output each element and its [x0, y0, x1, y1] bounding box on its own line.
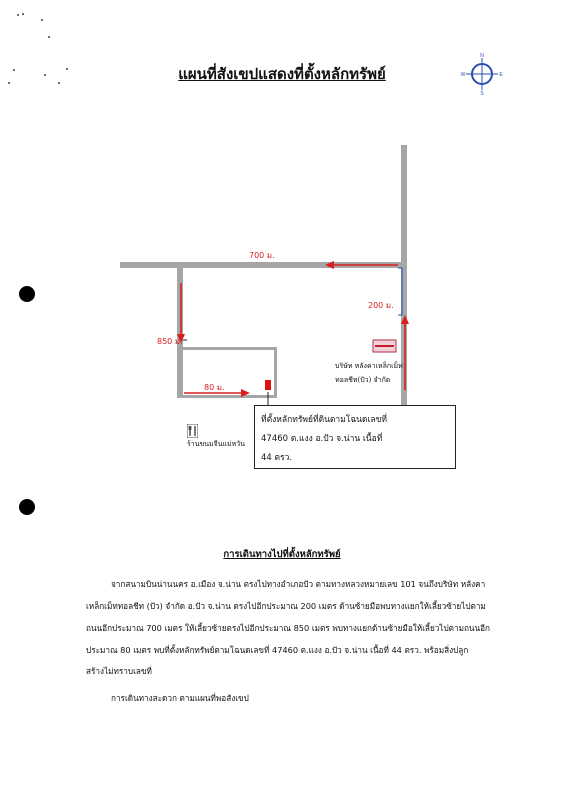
dist-850-label: 850 ม. — [157, 337, 183, 346]
directions-line: จากสนามบินน่านนคร อ.เมือง จ.น่าน ตรงไปทางอำเภอปัว ตามทางหลวงหมายเลข 101 จนถึงบริษัท หลังคา — [111, 579, 486, 589]
route-arrowhead-up — [401, 315, 409, 324]
compass-e: E — [499, 72, 503, 78]
compass-n: N — [480, 53, 484, 59]
asset-marker — [265, 380, 271, 390]
directions-line: ประมาณ 80 เมตร พบที่ตั้งหลักทรัพย์ตามโฉนดเลขที่ 47460 ต.แงง อ.ปัว จ.น่าน เนื้อที่ 44 ตรว. พร้อมสิ่งปลูก — [86, 645, 469, 655]
dist-700-label: 700 ม. — [249, 251, 275, 260]
asset-info-line2: 47460 ต.แงง อ.ปัว จ.น่าน เนื้อที่ — [261, 434, 383, 444]
shop-label: ร้านขนมจีนแม่หวัน — [187, 440, 246, 448]
directions-line: ถนนอีกประมาณ 700 เมตร ให้เลี้ยวซ้ายตรงไปอีกประมาณ 850 เมตร พบทางแยกด้านซ้ายมือให้เลี้ยวไปตามถนนอีก — [86, 623, 490, 633]
company-label-line2: ทอลชีท(ปัว) จำกัด — [335, 376, 391, 384]
route-arrowhead-left — [325, 261, 334, 269]
directions-line: สร้างไม่ทราบเลขที่ — [86, 666, 152, 676]
compass-w: W — [460, 72, 466, 78]
asset-info-line1: ที่ตั้งหลักทรัพย์ที่ดินตามโฉนดเลขที่ — [261, 415, 388, 425]
compass-s: S — [480, 91, 484, 96]
dist-80-label: 80 ม. — [204, 383, 225, 392]
asset-info-box — [254, 405, 456, 469]
directions-line: เหล็กเม็ททอลชีท (ปัว) จำกัด อ.ปัว จ.น่าน ตรงไปอีกประมาณ 200 เมตร ด้านซ้ายมือพบทางแยกให้เลี้ยวซ้ายไปตาม — [86, 601, 486, 611]
route-arrowhead-right — [241, 389, 250, 397]
directions-heading: การเดินทางไปที่ตั้งหลักทรัพย์ — [223, 549, 341, 560]
directions-note: การเดินทางสะดวก ตามแผนที่พอสังเขป — [111, 693, 249, 703]
asset-info-line3: 44 ตรว. — [261, 453, 293, 463]
dist-200-label: 200 ม. — [368, 301, 394, 310]
restaurant-icon — [187, 424, 198, 438]
page-title: แผนที่สังเขปแสดงที่ตั้งหลักทรัพย์ — [178, 65, 386, 83]
company-label-line1: บริษัท หลังคาเหล็กเม็ท — [335, 362, 403, 370]
dist-200-bracket — [398, 268, 402, 315]
